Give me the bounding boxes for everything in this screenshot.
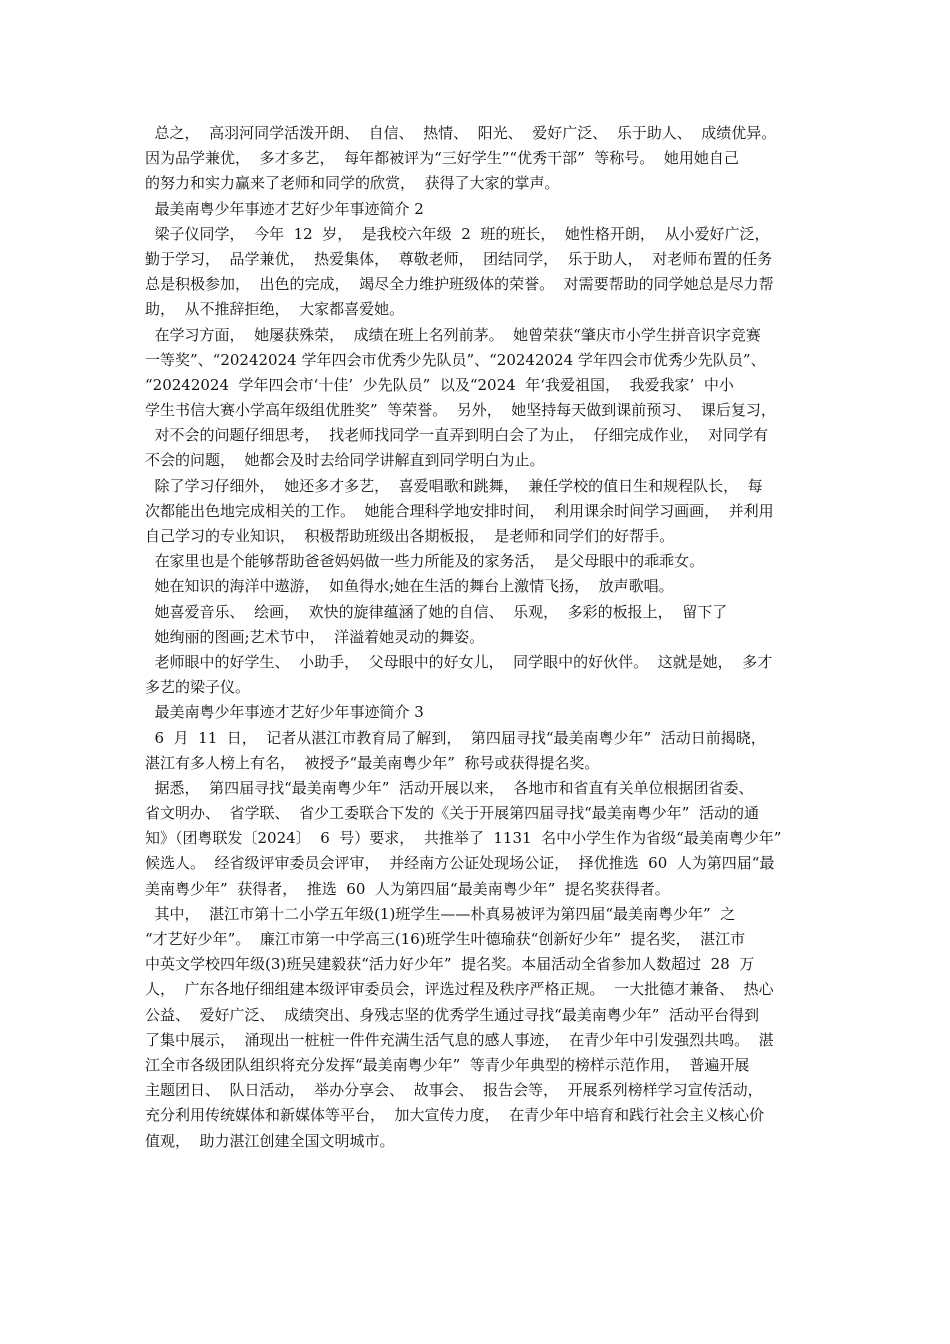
text-line: 省文明办、 省学联、 省少工委联合下发的《关于开展第四届寻找“最美南粤少年” 活动的通 [145,804,759,823]
text-line: 6 月 11 日， 记者从湛江市教育局了解到， 第四届寻找“最美南粤少年” 活动日前揭晓， [145,728,766,747]
text-line: 自己学习的专业知识， 积极帮助班级出各期板报， 是老师和同学们的好帮手。 [145,527,675,545]
text-line: 不会的问题， 她都会及时去给同学讲解直到同学明白为止。 [145,451,545,470]
text-line: 除了学习仔细外， 她还多才多艺， 喜爱唱歌和跳舞， 兼任学校的值日生和规程队长， 每 [145,476,763,495]
text-line: 江全市各级团队组织将充分发挥“最美南粤少年” 等青少年典型的榜样示范作用， 普遍开展 [145,1055,750,1074]
text-line: 一等奖”、“20242024 学年四会市优秀少先队员”、“20242024 学年四会市优秀少先队员”、 [145,350,766,369]
text-line: 候选人。 经省级评审委员会评审， 并经南方公证处现场公证， 择优推选 60 人为第四届“最 [145,854,775,873]
text-line: 老师眼中的好学生、 小助手， 父母眼中的好女儿， 同学眼中的好伙伴。 这就是她， 多才 [145,652,773,671]
text-line: 在学习方面， 她屡获殊荣， 成绩在班上名列前茅。 她曾荣获“肇庆市小学生拼音识字竞赛 [145,325,761,344]
document-body [145,121,810,1154]
text-line: 最美南粤少年事迹才艺好少年事迹简介 3 [145,703,424,722]
text-line: 助， 从不推辞拒绝， 大家都喜爱她。 [145,300,405,319]
text-line: 值观， 助力湛江创建全国文明城市。 [145,1131,395,1150]
text-line: “20242024 学年四会市‘十佳’ 少先队员” 以及“2024 年‘我爱祖国， 我爱我家’ 中小 [145,375,734,394]
text-line: 人， 广东各地仔细组建本级评审委员会，评选过程及秩序严格正规。 一大批德才兼备、 热心 [145,980,774,999]
text-line: 湛江有多人榜上有名， 被授予“最美南粤少年” 称号或获得提名奖。 [145,753,600,772]
text-line: 学生书信大赛小学高年级组优胜奖” 等荣誉。 另外， 她坚持每天做到课前预习、 课后复习， [145,401,776,420]
text-line: 主题团日、 队日活动， 举办分享会、 故事会、 报告会等， 开展系列榜样学习宣传活动， [145,1081,763,1100]
text-line: 公益、 爱好广泛、 成绩突出、身残志坚的优秀学生通过寻找“最美南粤少年” 活动平台得到 [145,1005,759,1024]
text-line: 多艺的梁子仪。 [145,678,251,697]
text-line: 了集中展示， 涌现出一桩桩一件件充满生活气息的感人事迹， 在青少年中引发强烈共鸣。 湛 [145,1030,774,1049]
text-line: 她绚丽的图画;艺术节中， 洋溢着她灵动的舞姿。 [145,627,485,646]
text-line: “才艺好少年”。 廉江市第一中学高三(16)班学生叶德瑜获“创新好少年” 提名奖， 湛江市 [145,930,746,948]
text-line: 充分利用传统媒体和新媒体等平台， 加大宣传力度， 在青少年中培育和践行社会主义核心价 [145,1106,765,1125]
text-line: 的努力和实力赢来了老师和同学的欣赏， 获得了大家的掌声。 [145,174,560,193]
text-line: 其中， 湛江市第十二小学五年级(1)班学生——朴真易被评为第四届“最美南粤少年” 之 [145,904,736,923]
text-line: 总之， 高羽河同学活泼开朗、 自信、 热情、 阳光、 爱好广泛、 乐于助人、 成绩优异。 [145,124,777,142]
text-line: 次都能出色地完成相关的工作。 她能合理科学地安排时间， 利用课余时间学习画画， 并利用 [145,501,774,520]
text-line: 总是积极参加， 出色的完成， 竭尽全力维护班级体的荣誉。 对需要帮助的同学她总是尽力帮 [145,275,774,294]
text-line: 勤于学习， 品学兼优， 热爱集体， 尊敬老师， 团结同学， 乐于助人， 对老师布置的任务 [145,249,773,268]
text-line: 对不会的问题仔细思考， 找老师找同学一直弄到明白会了为止， 仔细完成作业， 对同学有 [145,426,769,445]
text-line: 她在知识的海洋中遨游， 如鱼得水;她在生活的舞台上激情飞扬， 放声歌唱。 [145,577,674,596]
text-line: 因为品学兼优， 多才多艺， 每年都被评为“三好学生”“优秀干部” 等称号。 她用她自己 [145,149,739,168]
text-line: 最美南粤少年事迹才艺好少年事迹简介 2 [145,199,424,218]
text-line: 她喜爱音乐、 绘画， 欢快的旋律蕴涵了她的自信、 乐观， 多彩的板报上， 留下了 [145,602,728,621]
text-line: 梁子仪同学， 今年 12 岁， 是我校六年级 2 班的班长， 她性格开朗， 从小爱好广泛， [145,224,770,243]
text-line: 中英文学校四年级(3)班吴建毅获“活力好少年” 提名奖。本届活动全省参加人数超过 28 万 [145,955,755,974]
text-line: 在家里也是个能够帮助爸爸妈妈做一些力所能及的家务活， 是父母眼中的乖乖女。 [145,552,705,571]
text-line: 知》（团粤联发〔2024〕 6 号）要求， 共推举了 1131 名中小学生作为省级“最美南粤少年” [145,829,782,848]
text-line: 美南粤少年” 获得者， 推选 60 人为第四届“最美南粤少年” 提名奖获得者。 [145,879,670,898]
text-line: 据悉， 第四届寻找“最美南粤少年” 活动开展以来， 各地市和省直有关单位根据团省委、 [145,778,754,797]
